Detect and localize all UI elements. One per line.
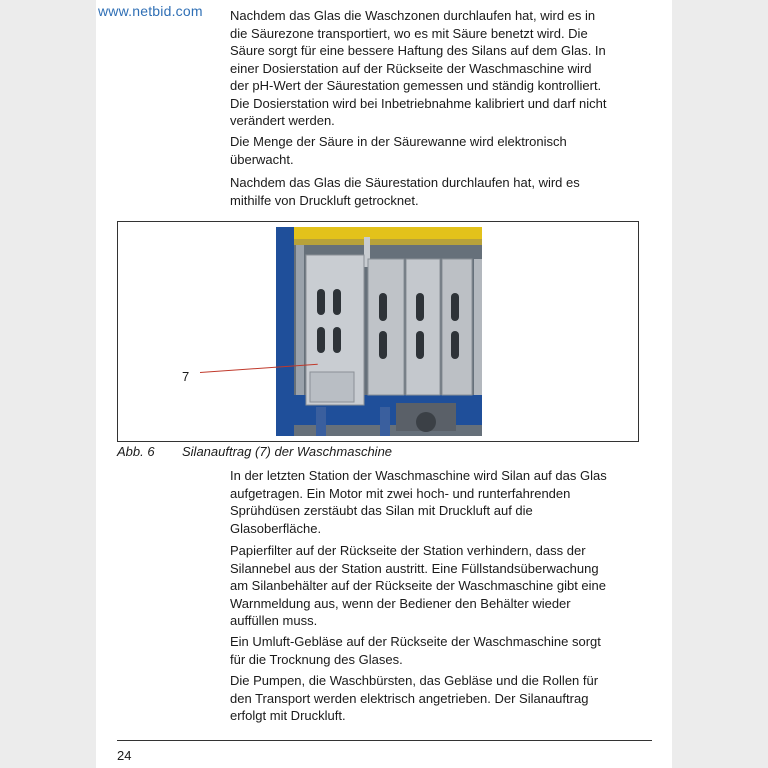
text-line: In der letzten Station der Waschmaschine wird Silan auf das Glas <box>230 468 607 483</box>
caption-label: Abb. 6 <box>117 444 155 459</box>
text-line: den Transport werden elektrisch angetrieben. Der Silanauftrag <box>230 690 589 706</box>
text-line: Warnmeldung aus, wenn der Bediener den Behälter wieder <box>230 595 571 611</box>
text-line: Papierfilter auf der Rückseite der Station verhindern, dass der <box>230 543 586 558</box>
text-line: Silannebel aus der Station austritt. Eine Füllstandsüberwachung <box>230 560 599 576</box>
paragraph-paper-filter <box>230 542 640 630</box>
text-line: auffüllen muss. <box>230 613 318 628</box>
text-line: Die Pumpen, die Waschbürsten, das Gebläse und die Rollen für <box>230 673 599 688</box>
text-line: Ein Umluft-Gebläse auf der Rückseite der Waschmaschine sorgt <box>230 634 601 649</box>
text-line: der pH-Wert der Säurestation gemessen und ständig kontrolliert. <box>230 78 602 93</box>
caption-text: Silanauftrag (7) der Waschmaschine <box>182 444 393 459</box>
text-line: Nachdem das Glas die Waschzonen durchlaufen hat, wird es in <box>230 8 596 23</box>
text-line: verändert werden. <box>230 113 335 128</box>
text-line: Säure sorgt für eine bessere Haftung des Silans auf dem Glas. In <box>230 43 606 58</box>
paragraph-silan-application <box>230 467 640 537</box>
paragraph-drying <box>230 174 640 209</box>
text-line: die Säurezone transportiert, wo es mit Säure benetzt wird. Die <box>230 25 588 41</box>
footer-divider <box>117 740 652 741</box>
paragraph-acid-monitoring <box>230 133 640 168</box>
page-number: 24 <box>117 748 132 763</box>
paragraph-acid-zone <box>230 7 640 130</box>
text-line: einer Dosierstation auf der Rückseite der Waschmaschine wird <box>230 60 592 76</box>
text-line: Nachdem das Glas die Säurestation durchlaufen hat, wird es <box>230 175 580 190</box>
text-line: Die Menge der Säure in der Säurewanne wird elektronisch <box>230 134 567 149</box>
text-line: überwacht. <box>230 151 294 167</box>
text-line: am Silanbehälter auf der Rückseite der Waschmaschine gibt eine <box>230 578 606 593</box>
text-line: mithilfe von Druckluft getrocknet. <box>230 192 419 208</box>
text-line: erfolgt mit Druckluft. <box>230 708 346 723</box>
text-line: Glasoberfläche. <box>230 520 322 536</box>
machine-photo <box>276 227 482 436</box>
washing-machine-illustration <box>276 227 482 436</box>
text-line: Sprühdüsen zerstäubt das Silan mit Druckluft auf die <box>230 503 533 518</box>
watermark[interactable]: www.netbid.com <box>98 3 203 19</box>
paragraph-blower <box>230 633 640 668</box>
text-line: Die Dosierstation wird bei Inbetriebnahme kalibriert und darf nicht <box>230 95 607 111</box>
callout-number: 7 <box>182 369 190 384</box>
text-line: für die Trocknung des Glases. <box>230 651 403 667</box>
paragraph-drives <box>230 672 640 725</box>
text-line: aufgetragen. Ein Motor mit zwei hoch- und runterfahrenden <box>230 485 571 501</box>
